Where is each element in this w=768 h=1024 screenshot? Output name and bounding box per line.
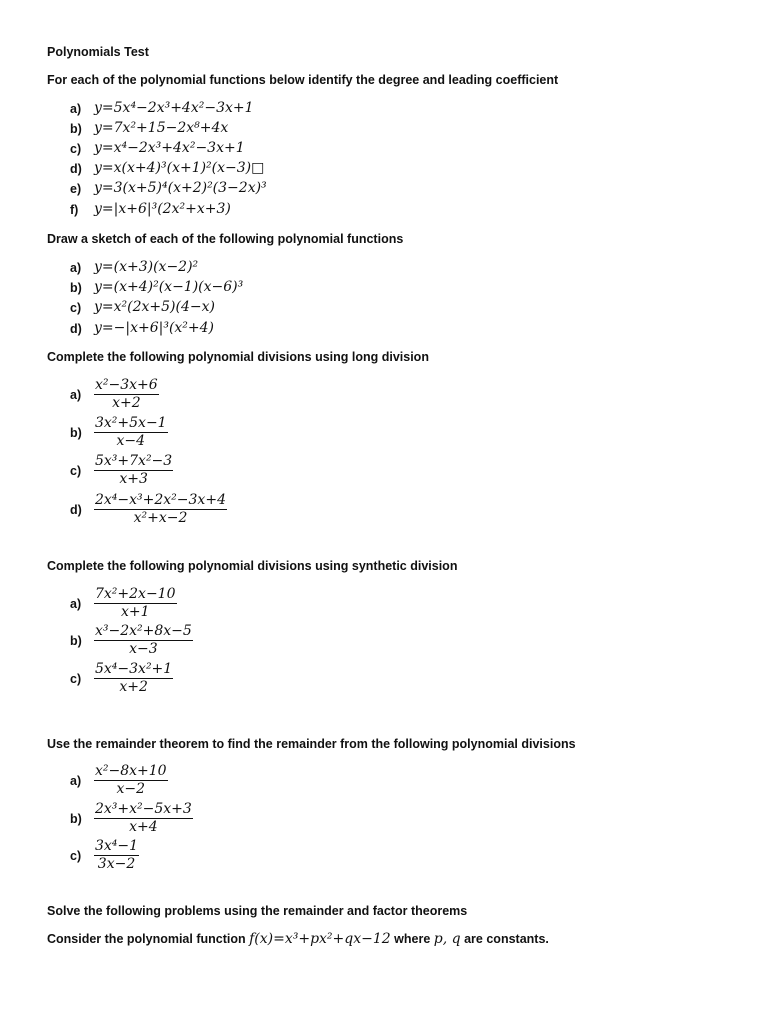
s4-item-c-numerator: 5x⁴−3x²+1 xyxy=(95,661,173,677)
section-5-heading: Use the remainder theorem to find the remainder from the following polynomial divisions xyxy=(47,737,576,751)
s3-item-d-denominator: x²+x−2 xyxy=(133,510,188,526)
s3-item-a-numerator: x²−3x+6 xyxy=(95,377,158,393)
problem-function-expr: f(x)=x³+px²+qx−12 xyxy=(249,931,391,947)
s2-item-c-expr: y=x²(2x+5)(4−x) xyxy=(94,299,215,315)
s4-item-b-denominator: x−3 xyxy=(129,641,158,657)
s5-item-b-denominator: x+4 xyxy=(129,819,158,835)
s1-item-a-label: a) xyxy=(70,102,82,116)
s4-item-a-fraction xyxy=(94,586,177,620)
problem-suffix: are constants. xyxy=(464,932,549,946)
s5-item-a-numerator: x²−8x+10 xyxy=(95,763,167,779)
problem-prefix: Consider the polynomial function xyxy=(47,932,246,946)
s4-item-a-numerator: 7x²+2x−10 xyxy=(95,586,176,602)
s1-item-b-label: b) xyxy=(70,122,82,136)
s5-item-a-fraction xyxy=(94,763,168,797)
s4-item-a-denominator: x+1 xyxy=(120,604,150,620)
s3-item-b-numerator: 3x²+5x−1 xyxy=(95,415,167,431)
problem-vars: p, q xyxy=(433,931,461,947)
s3-item-c-fraction xyxy=(94,453,173,487)
s2-item-b-label: b) xyxy=(70,281,82,295)
s5-item-b-label: b) xyxy=(70,812,82,826)
s3-item-b-fraction xyxy=(94,415,168,449)
s1-item-d-label: d) xyxy=(70,162,82,176)
s1-item-f-expr: y=|x+6|³(2x²+x+3) xyxy=(94,201,231,217)
s5-item-c-numerator: 3x⁴−1 xyxy=(95,838,139,854)
s3-item-a-fraction xyxy=(94,377,159,411)
s2-item-d-label: d) xyxy=(70,322,82,336)
s3-item-c-denominator: x+3 xyxy=(119,471,148,487)
s3-item-c-label: c) xyxy=(70,464,82,478)
s2-item-d-expr: y=−|x+6|³(x²+4) xyxy=(94,320,215,336)
s3-item-d-label: d) xyxy=(70,503,82,517)
s2-item-c-label: c) xyxy=(70,301,82,315)
section-3-heading: Complete the following polynomial divisions using long division xyxy=(47,350,429,364)
s5-item-a-denominator: x−2 xyxy=(116,781,146,797)
s3-item-a-denominator: x+2 xyxy=(112,395,141,411)
s1-item-b-expr: y=7x²+15−2x⁸+4x xyxy=(94,120,229,136)
s1-item-d-expr: y=x(x+4)³(x+1)²(x−3)□ xyxy=(94,160,265,176)
section-4-heading: Complete the following polynomial divisions using synthetic division xyxy=(47,559,458,573)
section-6-heading: Solve the following problems using the remainder and factor theorems xyxy=(47,904,468,918)
s1-item-a-expr: y=5x⁴−2x³+4x²−3x+1 xyxy=(94,100,254,116)
section-2-heading: Draw a sketch of each of the following polynomial functions xyxy=(47,232,404,246)
problem-where: where xyxy=(394,932,431,946)
s1-item-e-label: e) xyxy=(70,182,82,196)
section-6-problem xyxy=(47,931,549,947)
s1-item-f-label: f) xyxy=(70,203,79,217)
s3-item-d-numerator: 2x⁴−x³+2x²−3x+4 xyxy=(95,492,226,508)
s3-item-b-denominator: x−4 xyxy=(116,433,146,449)
s5-item-a-label: a) xyxy=(70,774,82,788)
s5-item-c-fraction xyxy=(94,838,139,872)
s2-item-b-expr: y=(x+4)²(x−1)(x−6)³ xyxy=(94,279,244,295)
s4-item-b-fraction xyxy=(94,623,193,657)
s1-item-c-expr: y=x⁴−2x³+4x²−3x+1 xyxy=(94,140,245,156)
s4-item-c-denominator: x+2 xyxy=(119,679,148,695)
s1-item-e-expr: y=3(x+5)⁴(x+2)²(3−2x)³ xyxy=(94,180,267,196)
s5-item-c-label: c) xyxy=(70,849,82,863)
s2-item-a-label: a) xyxy=(70,261,82,275)
s3-item-a-label: a) xyxy=(70,388,82,402)
s4-item-c-label: c) xyxy=(70,672,82,686)
s4-item-a-label: a) xyxy=(70,597,82,611)
s2-item-a-expr: y=(x+3)(x−2)² xyxy=(94,259,199,275)
s1-item-c-label: c) xyxy=(70,142,82,156)
s4-item-b-label: b) xyxy=(70,634,82,648)
s4-item-b-numerator: x³−2x²+8x−5 xyxy=(95,623,192,639)
s5-item-c-denominator: 3x−2 xyxy=(97,856,136,872)
section-1-heading: For each of the polynomial functions below identify the degree and leading coefficient xyxy=(47,73,559,87)
s3-item-b-label: b) xyxy=(70,426,82,440)
s3-item-d-fraction xyxy=(94,492,227,526)
s5-item-b-fraction xyxy=(94,801,193,835)
s5-item-b-numerator: 2x³+x²−5x+3 xyxy=(95,801,192,817)
s3-item-c-numerator: 5x³+7x²−3 xyxy=(95,453,173,469)
document-title: Polynomials Test xyxy=(47,45,149,59)
s4-item-c-fraction xyxy=(94,661,173,695)
